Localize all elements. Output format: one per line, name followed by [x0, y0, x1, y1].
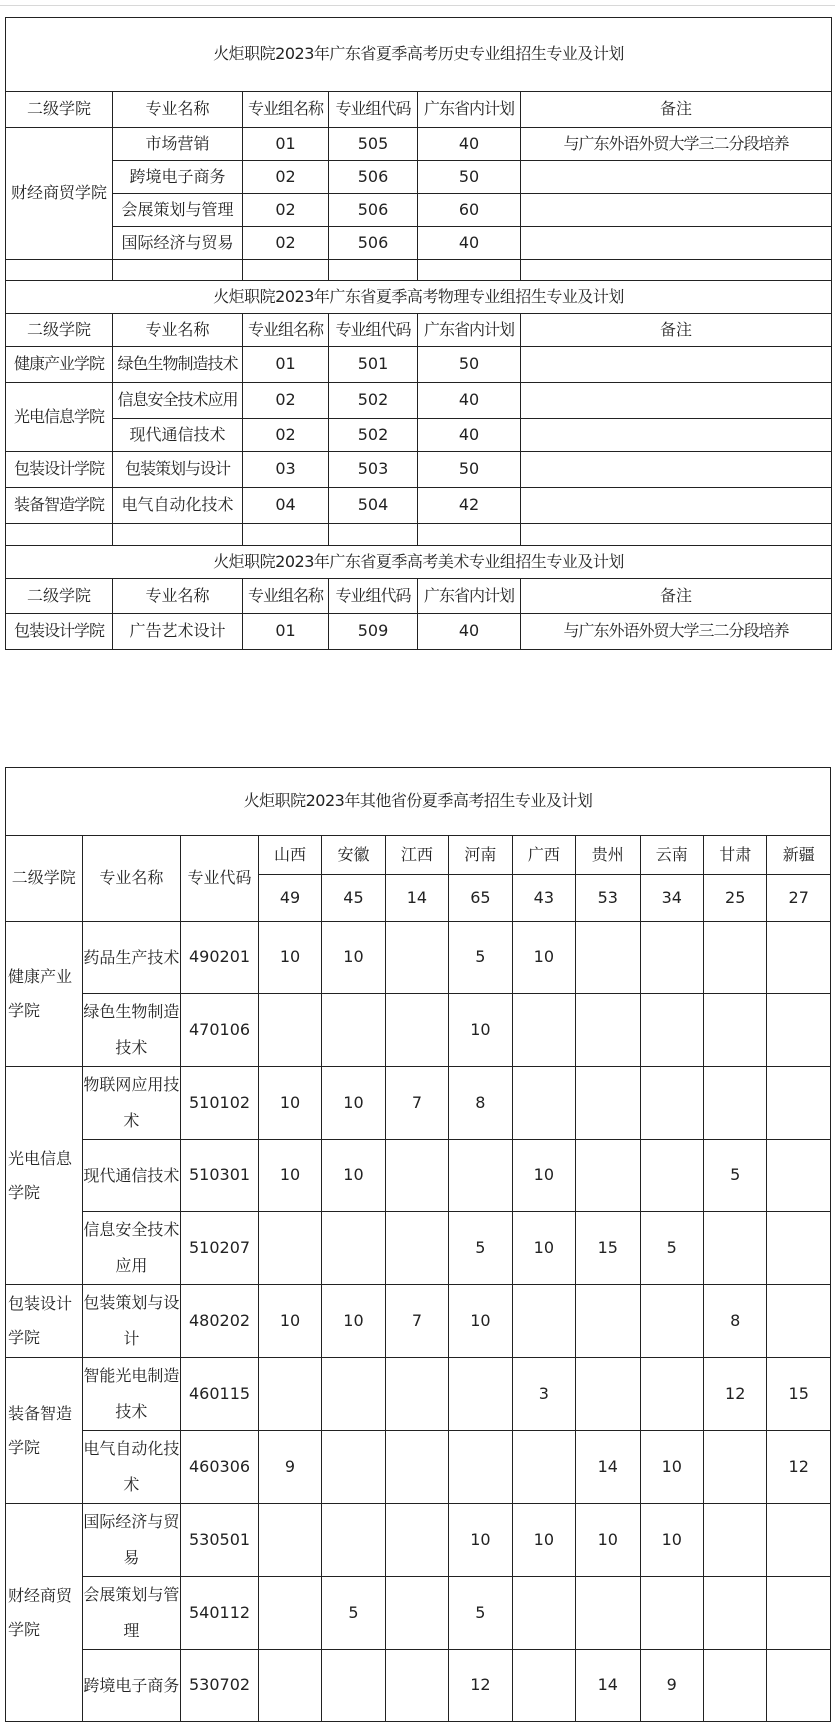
value-cell [322, 1212, 385, 1285]
section-title-row [6, 768, 831, 836]
value-cell: 5 [322, 1577, 385, 1650]
value-cell: 10 [449, 1285, 512, 1358]
value-cell: 10 [512, 1212, 575, 1285]
province-total: 27 [767, 875, 831, 922]
value-cell [576, 1140, 640, 1212]
value-cell: 10 [258, 1140, 321, 1212]
code-cell: 501 [329, 347, 418, 383]
value-cell [576, 922, 640, 994]
value-cell: 14 [576, 1650, 640, 1722]
value-cell: 10 [449, 1504, 512, 1577]
code-cell: 503 [329, 452, 418, 488]
value-cell [640, 1577, 703, 1650]
plan-cell: 50 [418, 161, 521, 194]
province-header: 江西 [385, 836, 448, 875]
province-header-row [6, 836, 831, 875]
value-cell: 9 [258, 1431, 321, 1504]
value-cell: 10 [258, 1067, 321, 1140]
value-cell [512, 1285, 575, 1358]
header-major: 专业名称 [113, 314, 243, 347]
province-total: 14 [385, 875, 448, 922]
code-cell: 490201 [181, 922, 259, 994]
plan-cell: 40 [418, 383, 521, 419]
value-cell [703, 1067, 766, 1140]
value-cell: 14 [576, 1431, 640, 1504]
province-total: 25 [703, 875, 766, 922]
value-cell [703, 994, 766, 1067]
value-cell [258, 1577, 321, 1650]
province-total: 65 [449, 875, 512, 922]
college-cell: 财经商贸学院 [6, 1504, 83, 1722]
value-cell [767, 1577, 831, 1650]
value-cell [640, 1285, 703, 1358]
college-cell: 财经商贸学院 [6, 128, 113, 260]
major-cell: 绿色生物制造技术 [113, 347, 243, 383]
note-cell [521, 452, 832, 488]
value-cell [703, 1504, 766, 1577]
value-cell: 5 [703, 1140, 766, 1212]
value-cell: 10 [322, 922, 385, 994]
table-row [6, 452, 832, 488]
code-cell: 510301 [181, 1140, 259, 1212]
code-cell: 502 [329, 419, 418, 452]
value-cell: 10 [322, 1285, 385, 1358]
province-total: 34 [640, 875, 703, 922]
value-cell [767, 1212, 831, 1285]
header-gd-plan: 广东省内计划 [418, 92, 521, 128]
code-cell: 530702 [181, 1650, 259, 1722]
code-cell: 504 [329, 488, 418, 524]
code-cell: 510207 [181, 1212, 259, 1285]
major-cell: 跨境电子商务 [82, 1650, 181, 1722]
value-cell: 8 [703, 1285, 766, 1358]
major-cell: 电气自动化技术 [113, 488, 243, 524]
province-total: 49 [258, 875, 321, 922]
group-cell: 01 [243, 614, 329, 650]
code-cell: 506 [329, 227, 418, 260]
major-cell: 广告艺术设计 [113, 614, 243, 650]
code-cell: 540112 [181, 1577, 259, 1650]
value-cell: 5 [449, 1577, 512, 1650]
plan-cell: 50 [418, 452, 521, 488]
table-row [6, 227, 832, 260]
group-cell: 01 [243, 128, 329, 161]
code-cell: 460306 [181, 1431, 259, 1504]
table-row [6, 1504, 831, 1577]
value-cell: 3 [512, 1358, 575, 1431]
value-cell: 10 [449, 994, 512, 1067]
table-row [6, 1285, 831, 1358]
value-cell [576, 1577, 640, 1650]
value-cell [449, 1431, 512, 1504]
header-college: 二级学院 [6, 836, 83, 922]
top-divider [0, 5, 835, 6]
value-cell [385, 1504, 448, 1577]
value-cell [258, 1650, 321, 1722]
plan-cell: 42 [418, 488, 521, 524]
value-cell [322, 1358, 385, 1431]
plan-cell: 40 [418, 227, 521, 260]
value-cell [576, 1067, 640, 1140]
group-cell: 03 [243, 452, 329, 488]
spacer-row [6, 260, 832, 281]
value-cell [767, 1504, 831, 1577]
table-row [6, 1577, 831, 1650]
college-cell: 光电信息学院 [6, 1067, 83, 1285]
table-row [6, 1212, 831, 1285]
code-cell: 510102 [181, 1067, 259, 1140]
table-row [6, 347, 832, 383]
history-section-title: 火炬职院2023年广东省夏季高考历史专业组招生专业及计划 [6, 18, 832, 92]
value-cell: 10 [258, 1285, 321, 1358]
major-cell: 现代通信技术 [82, 1140, 181, 1212]
province-header: 贵州 [576, 836, 640, 875]
value-cell [449, 1358, 512, 1431]
table-row [6, 128, 832, 161]
province-header: 河南 [449, 836, 512, 875]
value-cell: 10 [258, 922, 321, 994]
header-college: 二级学院 [6, 579, 113, 614]
value-cell [576, 1358, 640, 1431]
art-section-title: 火炬职院2023年广东省夏季高考美术专业组招生专业及计划 [6, 546, 832, 579]
section-title-row [6, 281, 832, 314]
table-row [6, 1140, 831, 1212]
header-group-code: 专业组代码 [329, 579, 418, 614]
value-cell [767, 1285, 831, 1358]
note-cell [521, 419, 832, 452]
value-cell [640, 1067, 703, 1140]
table-row [6, 419, 832, 452]
college-cell: 装备智造学院 [6, 488, 113, 524]
value-cell: 5 [449, 922, 512, 994]
value-cell: 10 [640, 1504, 703, 1577]
spacer-row [6, 524, 832, 546]
other-provinces-title: 火炬职院2023年其他省份夏季高考招生专业及计划 [6, 768, 831, 836]
section-title-row [6, 18, 832, 92]
value-cell [703, 922, 766, 994]
college-cell: 健康产业学院 [6, 347, 113, 383]
physics-section-title: 火炬职院2023年广东省夏季高考物理专业组招生专业及计划 [6, 281, 832, 314]
header-row [6, 314, 832, 347]
major-cell: 包装策划与设计 [82, 1285, 181, 1358]
value-cell [640, 1140, 703, 1212]
value-cell [512, 1067, 575, 1140]
value-cell [576, 1285, 640, 1358]
major-cell: 智能光电制造技术 [82, 1358, 181, 1431]
code-cell: 509 [329, 614, 418, 650]
value-cell [640, 994, 703, 1067]
value-cell [767, 1650, 831, 1722]
value-cell: 5 [449, 1212, 512, 1285]
value-cell [258, 994, 321, 1067]
note-cell [521, 383, 832, 419]
major-cell: 药品生产技术 [82, 922, 181, 994]
value-cell: 7 [385, 1067, 448, 1140]
code-cell: 480202 [181, 1285, 259, 1358]
major-cell: 信息安全技术应用 [113, 383, 243, 419]
note-cell [521, 161, 832, 194]
table-row [6, 161, 832, 194]
code-cell: 506 [329, 161, 418, 194]
value-cell: 10 [322, 1140, 385, 1212]
value-cell [449, 1140, 512, 1212]
group-cell: 02 [243, 227, 329, 260]
value-cell: 15 [767, 1358, 831, 1431]
header-gd-plan: 广东省内计划 [418, 314, 521, 347]
value-cell [703, 1650, 766, 1722]
province-header: 安徽 [322, 836, 385, 875]
section-title-row [6, 546, 832, 579]
major-cell: 会展策划与管理 [82, 1577, 181, 1650]
province-total: 45 [322, 875, 385, 922]
college-cell: 健康产业学院 [6, 922, 83, 1067]
major-cell: 国际经济与贸易 [113, 227, 243, 260]
college-cell: 包装设计学院 [6, 614, 113, 650]
group-cell: 02 [243, 161, 329, 194]
value-cell: 8 [449, 1067, 512, 1140]
header-note: 备注 [521, 579, 832, 614]
value-cell: 10 [640, 1431, 703, 1504]
value-cell [385, 1358, 448, 1431]
plan-cell: 50 [418, 347, 521, 383]
plan-cell: 60 [418, 194, 521, 227]
value-cell [322, 1431, 385, 1504]
major-cell: 会展策划与管理 [113, 194, 243, 227]
code-cell: 470106 [181, 994, 259, 1067]
value-cell: 12 [767, 1431, 831, 1504]
code-cell: 502 [329, 383, 418, 419]
plan-cell: 40 [418, 128, 521, 161]
province-header: 新疆 [767, 836, 831, 875]
value-cell: 12 [703, 1358, 766, 1431]
value-cell [640, 1358, 703, 1431]
plan-cell: 40 [418, 419, 521, 452]
value-cell [385, 1650, 448, 1722]
value-cell: 10 [576, 1504, 640, 1577]
group-cell: 01 [243, 347, 329, 383]
value-cell [512, 994, 575, 1067]
major-cell: 绿色生物制造技术 [82, 994, 181, 1067]
header-major: 专业名称 [113, 579, 243, 614]
value-cell: 7 [385, 1285, 448, 1358]
value-cell [385, 922, 448, 994]
value-cell [767, 1067, 831, 1140]
header-group-code: 专业组代码 [329, 92, 418, 128]
major-cell: 电气自动化技术 [82, 1431, 181, 1504]
value-cell: 10 [512, 922, 575, 994]
note-cell: 与广东外语外贸大学三二分段培养 [521, 128, 832, 161]
header-row [6, 579, 832, 614]
table-row [6, 488, 832, 524]
value-cell [703, 1212, 766, 1285]
group-cell: 02 [243, 383, 329, 419]
value-cell [703, 1577, 766, 1650]
header-major-code: 专业代码 [181, 836, 259, 922]
note-cell [521, 227, 832, 260]
table-row [6, 383, 832, 419]
table-row [6, 1650, 831, 1722]
value-cell: 10 [512, 1504, 575, 1577]
province-header: 广西 [512, 836, 575, 875]
table-row [6, 922, 831, 994]
major-cell: 信息安全技术应用 [82, 1212, 181, 1285]
value-cell [385, 1212, 448, 1285]
header-row [6, 92, 832, 128]
value-cell [512, 1650, 575, 1722]
header-college: 二级学院 [6, 92, 113, 128]
value-cell: 12 [449, 1650, 512, 1722]
major-cell: 市场营销 [113, 128, 243, 161]
college-cell: 包装设计学院 [6, 1285, 83, 1358]
code-cell: 506 [329, 194, 418, 227]
value-cell [322, 1504, 385, 1577]
value-cell [258, 1504, 321, 1577]
table-row [6, 1358, 831, 1431]
value-cell: 10 [512, 1140, 575, 1212]
table-row [6, 194, 832, 227]
major-cell: 跨境电子商务 [113, 161, 243, 194]
note-cell [521, 194, 832, 227]
value-cell [385, 994, 448, 1067]
table-row [6, 994, 831, 1067]
table-row [6, 614, 832, 650]
province-total: 53 [576, 875, 640, 922]
value-cell: 15 [576, 1212, 640, 1285]
value-cell [512, 1431, 575, 1504]
value-cell [385, 1577, 448, 1650]
value-cell [385, 1140, 448, 1212]
code-cell: 505 [329, 128, 418, 161]
value-cell [576, 994, 640, 1067]
table-row [6, 1067, 831, 1140]
province-total: 43 [512, 875, 575, 922]
province-header: 云南 [640, 836, 703, 875]
major-cell: 包装策划与设计 [113, 452, 243, 488]
value-cell: 9 [640, 1650, 703, 1722]
value-cell [767, 922, 831, 994]
header-college: 二级学院 [6, 314, 113, 347]
code-cell: 530501 [181, 1504, 259, 1577]
header-note: 备注 [521, 92, 832, 128]
header-group-code: 专业组代码 [329, 314, 418, 347]
header-major: 专业名称 [82, 836, 181, 922]
group-cell: 04 [243, 488, 329, 524]
province-header: 山西 [258, 836, 321, 875]
note-cell [521, 347, 832, 383]
value-cell [385, 1431, 448, 1504]
note-cell [521, 488, 832, 524]
value-cell [640, 922, 703, 994]
value-cell [322, 994, 385, 1067]
value-cell [767, 994, 831, 1067]
note-cell: 与广东外语外贸大学三二分段培养 [521, 614, 832, 650]
value-cell: 10 [322, 1067, 385, 1140]
other-provinces-table [5, 767, 831, 1722]
code-cell: 460115 [181, 1358, 259, 1431]
group-cell: 02 [243, 419, 329, 452]
header-major: 专业名称 [113, 92, 243, 128]
college-cell: 光电信息学院 [6, 383, 113, 452]
header-group-name: 专业组名称 [243, 92, 329, 128]
value-cell [767, 1140, 831, 1212]
major-cell: 国际经济与贸易 [82, 1504, 181, 1577]
group-cell: 02 [243, 194, 329, 227]
header-group-name: 专业组名称 [243, 314, 329, 347]
value-cell: 5 [640, 1212, 703, 1285]
province-header: 甘肃 [703, 836, 766, 875]
value-cell [512, 1577, 575, 1650]
guangdong-plan-table [5, 17, 832, 650]
college-cell: 包装设计学院 [6, 452, 113, 488]
college-cell: 装备智造学院 [6, 1358, 83, 1504]
value-cell [703, 1431, 766, 1504]
table-row [6, 1431, 831, 1504]
value-cell [322, 1650, 385, 1722]
plan-cell: 40 [418, 614, 521, 650]
header-group-name: 专业组名称 [243, 579, 329, 614]
major-cell: 现代通信技术 [113, 419, 243, 452]
value-cell [258, 1358, 321, 1431]
value-cell [258, 1212, 321, 1285]
major-cell: 物联网应用技术 [82, 1067, 181, 1140]
header-note: 备注 [521, 314, 832, 347]
header-gd-plan: 广东省内计划 [418, 579, 521, 614]
